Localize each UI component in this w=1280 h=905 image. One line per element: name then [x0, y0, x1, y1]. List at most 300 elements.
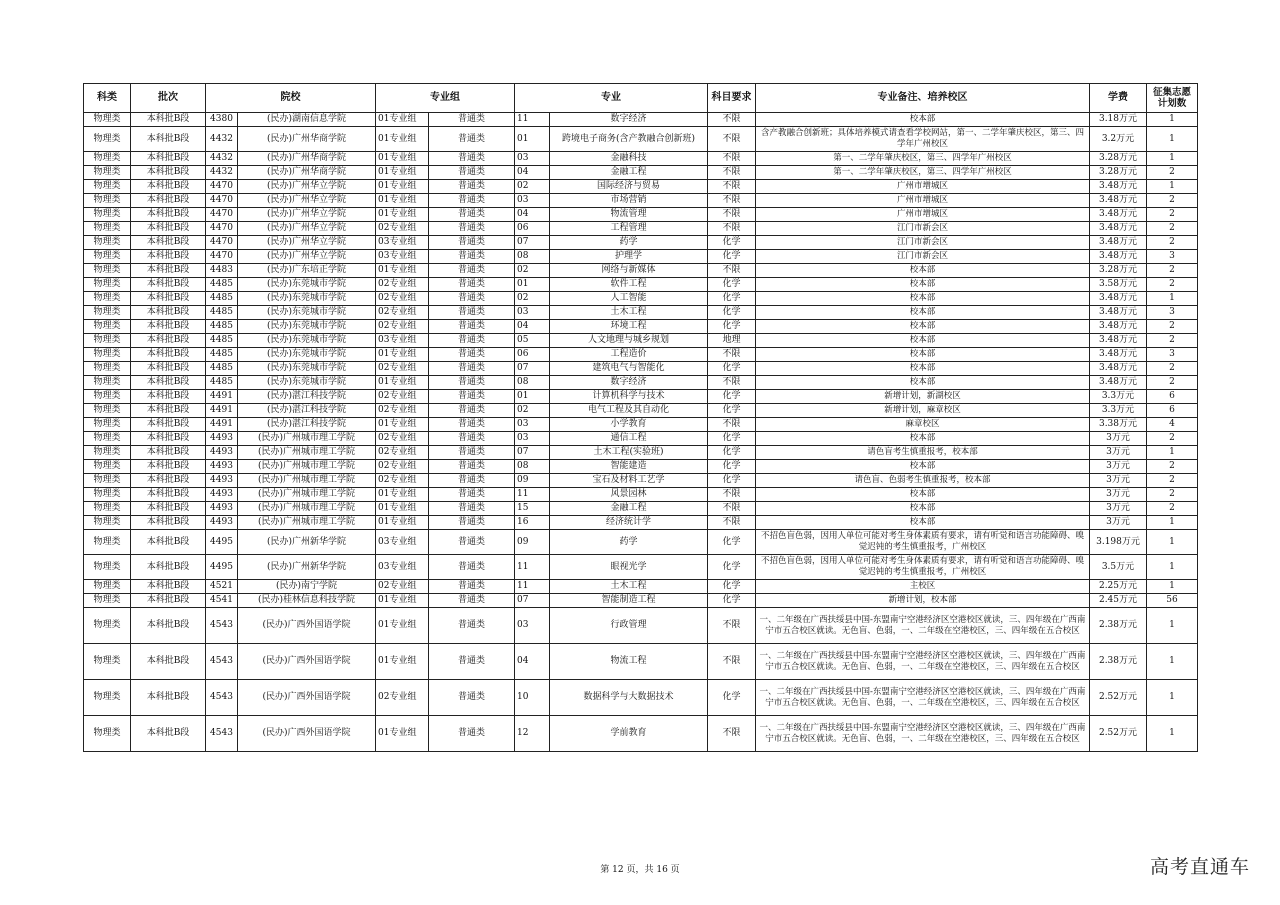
cell-note: 校本部	[756, 320, 1090, 334]
cell-school: (民办)广州新华学院	[238, 555, 376, 580]
page-footer: 第 12 页，共 16 页	[600, 865, 680, 875]
cell-school: (民办)广州城市理工学院	[238, 474, 376, 488]
cell-school: (民办)广西外国语学院	[238, 680, 376, 716]
cell-major-code: 09	[515, 474, 550, 488]
header-kemu: 科目要求	[708, 84, 756, 113]
cell-subject-req: 不限	[708, 180, 756, 194]
cell-subject-req: 不限	[708, 127, 756, 152]
cell-school: (民办)湛江科技学院	[238, 418, 376, 432]
cell-major: 物流管理	[550, 208, 708, 222]
cell-major-code: 12	[515, 716, 550, 752]
cell-major: 风景园林	[550, 488, 708, 502]
cell-type: 普通类	[429, 680, 515, 716]
cell-subject-req: 化学	[708, 362, 756, 376]
cell-plan: 1	[1147, 680, 1198, 716]
cell-note: 校本部	[756, 432, 1090, 446]
cell-type: 普通类	[429, 113, 515, 127]
cell-school-code: 4485	[206, 334, 238, 348]
cell-group: 03专业组	[376, 530, 429, 555]
cell-note: 新增计划，新湖校区	[756, 390, 1090, 404]
cell-type: 普通类	[429, 180, 515, 194]
cell-plan: 1	[1147, 292, 1198, 306]
cell-major: 金融工程	[550, 166, 708, 180]
cell-fee: 3.58万元	[1090, 278, 1147, 292]
table-row	[84, 320, 1198, 334]
table-row	[84, 644, 1198, 680]
cell-kelei: 物理类	[84, 194, 131, 208]
cell-pici: 本科批B段	[131, 432, 206, 446]
cell-school-code: 4485	[206, 320, 238, 334]
cell-school-code: 4493	[206, 474, 238, 488]
cell-school: (民办)东莞城市学院	[238, 292, 376, 306]
cell-group: 01专业组	[376, 152, 429, 166]
cell-school: (民办)东莞城市学院	[238, 348, 376, 362]
cell-group: 03专业组	[376, 555, 429, 580]
cell-subject-req: 不限	[708, 488, 756, 502]
cell-fee: 3.48万元	[1090, 194, 1147, 208]
cell-school: (民办)广州华立学院	[238, 180, 376, 194]
cell-school: (民办)广州城市理工学院	[238, 502, 376, 516]
cell-kelei: 物理类	[84, 334, 131, 348]
cell-fee: 3.28万元	[1090, 152, 1147, 166]
cell-fee: 3.18万元	[1090, 113, 1147, 127]
cell-pici: 本科批B段	[131, 166, 206, 180]
cell-major-code: 07	[515, 594, 550, 608]
header-zhuanye: 专业	[515, 84, 708, 113]
cell-note: 广州市增城区	[756, 208, 1090, 222]
cell-major-code: 02	[515, 264, 550, 278]
cell-major: 电气工程及其自动化	[550, 404, 708, 418]
cell-fee: 2.52万元	[1090, 680, 1147, 716]
cell-major-code: 16	[515, 516, 550, 530]
table-row	[84, 460, 1198, 474]
cell-major-code: 06	[515, 348, 550, 362]
cell-major: 经济统计学	[550, 516, 708, 530]
cell-group: 03专业组	[376, 236, 429, 250]
cell-pici: 本科批B段	[131, 516, 206, 530]
cell-pici: 本科批B段	[131, 716, 206, 752]
table-row	[84, 404, 1198, 418]
cell-plan: 6	[1147, 404, 1198, 418]
cell-kelei: 物理类	[84, 208, 131, 222]
cell-major: 土木工程	[550, 580, 708, 594]
cell-major: 护理学	[550, 250, 708, 264]
cell-major: 工程造价	[550, 348, 708, 362]
cell-school-code: 4493	[206, 460, 238, 474]
cell-pici: 本科批B段	[131, 446, 206, 460]
cell-plan: 1	[1147, 113, 1198, 127]
table-row	[84, 180, 1198, 194]
watermark-logo: 高考直通车	[1149, 856, 1250, 878]
cell-plan: 2	[1147, 502, 1198, 516]
cell-fee: 3.2万元	[1090, 127, 1147, 152]
header-kelei: 科类	[84, 84, 131, 113]
cell-note: 校本部	[756, 306, 1090, 320]
cell-note: 江门市新会区	[756, 236, 1090, 250]
table-row	[84, 292, 1198, 306]
cell-pici: 本科批B段	[131, 250, 206, 264]
cell-pici: 本科批B段	[131, 404, 206, 418]
cell-type: 普通类	[429, 644, 515, 680]
cell-school-code: 4543	[206, 716, 238, 752]
cell-school: (民办)广州新华学院	[238, 530, 376, 555]
cell-subject-req: 化学	[708, 594, 756, 608]
cell-type: 普通类	[429, 362, 515, 376]
cell-major: 眼视光学	[550, 555, 708, 580]
cell-group: 02专业组	[376, 446, 429, 460]
cell-school-code: 4470	[206, 222, 238, 236]
cell-subject-req: 不限	[708, 264, 756, 278]
admission-table	[83, 83, 1198, 752]
cell-plan: 1	[1147, 180, 1198, 194]
cell-plan: 1	[1147, 644, 1198, 680]
cell-type: 普通类	[429, 152, 515, 166]
cell-kelei: 物理类	[84, 644, 131, 680]
cell-type: 普通类	[429, 306, 515, 320]
cell-school: (民办)广州城市理工学院	[238, 488, 376, 502]
cell-fee: 3.48万元	[1090, 362, 1147, 376]
cell-school-code: 4491	[206, 418, 238, 432]
cell-subject-req: 化学	[708, 680, 756, 716]
cell-fee: 3.5万元	[1090, 555, 1147, 580]
cell-pici: 本科批B段	[131, 460, 206, 474]
cell-note: 新增计划，校本部	[756, 594, 1090, 608]
cell-kelei: 物理类	[84, 127, 131, 152]
cell-pici: 本科批B段	[131, 127, 206, 152]
cell-note: 校本部	[756, 292, 1090, 306]
table-row	[84, 716, 1198, 752]
cell-school: (民办)广西外国语学院	[238, 716, 376, 752]
cell-school: (民办)桂林信息科技学院	[238, 594, 376, 608]
cell-subject-req: 不限	[708, 208, 756, 222]
cell-school-code: 4470	[206, 180, 238, 194]
cell-fee: 3万元	[1090, 516, 1147, 530]
cell-subject-req: 化学	[708, 530, 756, 555]
cell-school: (民办)广州华立学院	[238, 250, 376, 264]
table-row	[84, 555, 1198, 580]
cell-school-code: 4485	[206, 348, 238, 362]
table-row	[84, 432, 1198, 446]
cell-major: 环境工程	[550, 320, 708, 334]
cell-school-code: 4493	[206, 446, 238, 460]
cell-group: 01专业组	[376, 194, 429, 208]
cell-plan: 3	[1147, 306, 1198, 320]
cell-fee: 3.48万元	[1090, 236, 1147, 250]
cell-plan: 2	[1147, 194, 1198, 208]
cell-note: 校本部	[756, 362, 1090, 376]
cell-fee: 2.38万元	[1090, 644, 1147, 680]
cell-subject-req: 化学	[708, 446, 756, 460]
cell-fee: 3万元	[1090, 474, 1147, 488]
cell-subject-req: 化学	[708, 292, 756, 306]
cell-plan: 1	[1147, 555, 1198, 580]
cell-major-code: 04	[515, 320, 550, 334]
table-row	[84, 278, 1198, 292]
cell-fee: 3.48万元	[1090, 376, 1147, 390]
cell-major-code: 11	[515, 113, 550, 127]
header-beizhu: 专业备注、培养校区	[756, 84, 1090, 113]
cell-kelei: 物理类	[84, 594, 131, 608]
table-row	[84, 446, 1198, 460]
cell-group: 02专业组	[376, 320, 429, 334]
table-row	[84, 362, 1198, 376]
table-row	[84, 166, 1198, 180]
cell-major: 土木工程(实验班)	[550, 446, 708, 460]
cell-note: 校本部	[756, 502, 1090, 516]
cell-fee: 3万元	[1090, 502, 1147, 516]
cell-school-code: 4493	[206, 488, 238, 502]
cell-note: 校本部	[756, 516, 1090, 530]
cell-major-code: 02	[515, 180, 550, 194]
table-row	[84, 530, 1198, 555]
cell-note: 校本部	[756, 113, 1090, 127]
cell-fee: 3.48万元	[1090, 348, 1147, 362]
cell-kelei: 物理类	[84, 432, 131, 446]
cell-fee: 3.48万元	[1090, 208, 1147, 222]
cell-type: 普通类	[429, 580, 515, 594]
cell-type: 普通类	[429, 348, 515, 362]
cell-kelei: 物理类	[84, 306, 131, 320]
cell-plan: 1	[1147, 530, 1198, 555]
cell-pici: 本科批B段	[131, 530, 206, 555]
header-pici: 批次	[131, 84, 206, 113]
cell-fee: 3.198万元	[1090, 530, 1147, 555]
cell-group: 01专业组	[376, 264, 429, 278]
cell-type: 普通类	[429, 530, 515, 555]
cell-major: 药学	[550, 236, 708, 250]
cell-school: (民办)广州华立学院	[238, 208, 376, 222]
cell-group: 01专业组	[376, 208, 429, 222]
cell-school: (民办)广东培正学院	[238, 264, 376, 278]
table-row	[84, 474, 1198, 488]
cell-type: 普通类	[429, 264, 515, 278]
cell-type: 普通类	[429, 594, 515, 608]
cell-note: 一、二年级在广西扶绥县中国-东盟南宁空港经济区空港校区就读，三、四年级在广西南宁市五合校区就读。无色盲、色弱，一、二年级在空港校区，三、四年级在五合校区	[756, 680, 1090, 716]
cell-group: 01专业组	[376, 418, 429, 432]
cell-pici: 本科批B段	[131, 194, 206, 208]
cell-major: 软件工程	[550, 278, 708, 292]
cell-pici: 本科批B段	[131, 306, 206, 320]
cell-school-code: 4470	[206, 208, 238, 222]
table-row	[84, 502, 1198, 516]
cell-major-code: 06	[515, 222, 550, 236]
cell-school: (民办)广州城市理工学院	[238, 446, 376, 460]
header-xuefei: 学费	[1090, 84, 1147, 113]
cell-note: 麻章校区	[756, 418, 1090, 432]
cell-school: (民办)广州城市理工学院	[238, 460, 376, 474]
cell-plan: 1	[1147, 516, 1198, 530]
cell-subject-req: 化学	[708, 432, 756, 446]
cell-fee: 3万元	[1090, 460, 1147, 474]
cell-major: 学前教育	[550, 716, 708, 752]
cell-kelei: 物理类	[84, 292, 131, 306]
table-row	[84, 608, 1198, 644]
table-row	[84, 594, 1198, 608]
cell-school: (民办)广州城市理工学院	[238, 432, 376, 446]
cell-type: 普通类	[429, 250, 515, 264]
cell-kelei: 物理类	[84, 580, 131, 594]
cell-group: 01专业组	[376, 644, 429, 680]
cell-note: 请色盲、色弱考生慎重报考，校本部	[756, 474, 1090, 488]
cell-major-code: 03	[515, 608, 550, 644]
cell-pici: 本科批B段	[131, 488, 206, 502]
cell-plan: 2	[1147, 474, 1198, 488]
cell-pici: 本科批B段	[131, 580, 206, 594]
cell-school-code: 4493	[206, 502, 238, 516]
cell-note: 不招色盲色弱，因用人单位可能对考生身体素质有要求，请有听觉和语言功能障碍、嗅觉迟钝的考生慎重报考，广州校区	[756, 555, 1090, 580]
cell-school: (民办)东莞城市学院	[238, 376, 376, 390]
cell-school: (民办)广西外国语学院	[238, 608, 376, 644]
cell-subject-req: 化学	[708, 390, 756, 404]
cell-pici: 本科批B段	[131, 180, 206, 194]
table-row	[84, 306, 1198, 320]
cell-plan: 2	[1147, 334, 1198, 348]
cell-major-code: 04	[515, 166, 550, 180]
cell-major-code: 03	[515, 152, 550, 166]
cell-major-code: 01	[515, 278, 550, 292]
cell-major-code: 07	[515, 362, 550, 376]
cell-plan: 2	[1147, 432, 1198, 446]
cell-major-code: 11	[515, 488, 550, 502]
cell-major: 行政管理	[550, 608, 708, 644]
cell-fee: 3.48万元	[1090, 250, 1147, 264]
cell-note: 广州市增城区	[756, 180, 1090, 194]
cell-note: 校本部	[756, 460, 1090, 474]
cell-subject-req: 不限	[708, 502, 756, 516]
cell-fee: 2.25万元	[1090, 580, 1147, 594]
cell-pici: 本科批B段	[131, 236, 206, 250]
table-row	[84, 390, 1198, 404]
cell-note: 第一、二学年肇庆校区，第三、四学年广州校区	[756, 152, 1090, 166]
cell-group: 02专业组	[376, 680, 429, 716]
cell-subject-req: 化学	[708, 250, 756, 264]
cell-major: 计算机科学与技术	[550, 390, 708, 404]
cell-kelei: 物理类	[84, 474, 131, 488]
cell-school-code: 4495	[206, 555, 238, 580]
cell-major-code: 03	[515, 432, 550, 446]
cell-pici: 本科批B段	[131, 278, 206, 292]
cell-school-code: 4432	[206, 152, 238, 166]
cell-major-code: 09	[515, 530, 550, 555]
cell-pici: 本科批B段	[131, 376, 206, 390]
table-row	[84, 334, 1198, 348]
cell-kelei: 物理类	[84, 418, 131, 432]
cell-type: 普通类	[429, 292, 515, 306]
cell-school-code: 4495	[206, 530, 238, 555]
cell-note: 一、二年级在广西扶绥县中国-东盟南宁空港经济区空港校区就读，三、四年级在广西南宁市五合校区就读。无色盲、色弱，一、二年级在空港校区，三、四年级在五合校区	[756, 716, 1090, 752]
cell-plan: 2	[1147, 264, 1198, 278]
cell-kelei: 物理类	[84, 555, 131, 580]
cell-pici: 本科批B段	[131, 264, 206, 278]
table-body	[84, 113, 1198, 752]
cell-major: 数字经济	[550, 376, 708, 390]
cell-kelei: 物理类	[84, 222, 131, 236]
cell-plan: 2	[1147, 278, 1198, 292]
cell-major: 市场营销	[550, 194, 708, 208]
cell-fee: 3.48万元	[1090, 306, 1147, 320]
cell-subject-req: 不限	[708, 348, 756, 362]
cell-group: 01专业组	[376, 594, 429, 608]
cell-subject-req: 不限	[708, 418, 756, 432]
cell-plan: 1	[1147, 608, 1198, 644]
cell-school: (民办)东莞城市学院	[238, 306, 376, 320]
cell-fee: 3万元	[1090, 488, 1147, 502]
cell-kelei: 物理类	[84, 446, 131, 460]
cell-major: 金融科技	[550, 152, 708, 166]
cell-fee: 3万元	[1090, 432, 1147, 446]
cell-plan: 2	[1147, 222, 1198, 236]
cell-group: 02专业组	[376, 306, 429, 320]
cell-school-code: 4485	[206, 362, 238, 376]
cell-kelei: 物理类	[84, 390, 131, 404]
cell-kelei: 物理类	[84, 404, 131, 418]
cell-type: 普通类	[429, 502, 515, 516]
cell-fee: 3.3万元	[1090, 390, 1147, 404]
cell-plan: 2	[1147, 488, 1198, 502]
cell-group: 01专业组	[376, 608, 429, 644]
cell-group: 01专业组	[376, 180, 429, 194]
cell-school: (民办)广州华立学院	[238, 236, 376, 250]
cell-group: 02专业组	[376, 432, 429, 446]
cell-group: 01专业组	[376, 113, 429, 127]
cell-plan: 2	[1147, 166, 1198, 180]
cell-type: 普通类	[429, 474, 515, 488]
cell-kelei: 物理类	[84, 250, 131, 264]
cell-kelei: 物理类	[84, 488, 131, 502]
cell-plan: 2	[1147, 460, 1198, 474]
cell-major: 通信工程	[550, 432, 708, 446]
cell-group: 03专业组	[376, 334, 429, 348]
cell-kelei: 物理类	[84, 530, 131, 555]
cell-plan: 2	[1147, 362, 1198, 376]
cell-plan: 4	[1147, 418, 1198, 432]
table-row	[84, 208, 1198, 222]
cell-plan: 1	[1147, 580, 1198, 594]
cell-fee: 3.48万元	[1090, 320, 1147, 334]
cell-major-code: 01	[515, 127, 550, 152]
cell-type: 普通类	[429, 516, 515, 530]
cell-school-code: 4493	[206, 516, 238, 530]
cell-group: 01专业组	[376, 376, 429, 390]
cell-pici: 本科批B段	[131, 555, 206, 580]
cell-subject-req: 不限	[708, 194, 756, 208]
cell-school-code: 4432	[206, 166, 238, 180]
cell-kelei: 物理类	[84, 608, 131, 644]
cell-pici: 本科批B段	[131, 418, 206, 432]
cell-plan: 2	[1147, 236, 1198, 250]
cell-type: 普通类	[429, 127, 515, 152]
header-zhuanyezu: 专业组	[376, 84, 515, 113]
cell-note: 一、二年级在广西扶绥县中国-东盟南宁空港经济区空港校区就读，三、四年级在广西南宁市五合校区就读。无色盲、色弱，一、二年级在空港校区，三、四年级在五合校区	[756, 644, 1090, 680]
cell-type: 普通类	[429, 716, 515, 752]
cell-major-code: 02	[515, 404, 550, 418]
cell-note: 校本部	[756, 348, 1090, 362]
cell-fee: 3.48万元	[1090, 292, 1147, 306]
cell-major-code: 04	[515, 208, 550, 222]
cell-major-code: 08	[515, 376, 550, 390]
cell-group: 02专业组	[376, 292, 429, 306]
cell-note: 新增计划，麻章校区	[756, 404, 1090, 418]
cell-school: (民办)广州城市理工学院	[238, 516, 376, 530]
cell-pici: 本科批B段	[131, 113, 206, 127]
cell-pici: 本科批B段	[131, 222, 206, 236]
cell-group: 02专业组	[376, 278, 429, 292]
table-row	[84, 488, 1198, 502]
cell-note: 请色盲考生慎重报考，校本部	[756, 446, 1090, 460]
cell-pici: 本科批B段	[131, 390, 206, 404]
cell-major: 物流工程	[550, 644, 708, 680]
table-row	[84, 348, 1198, 362]
